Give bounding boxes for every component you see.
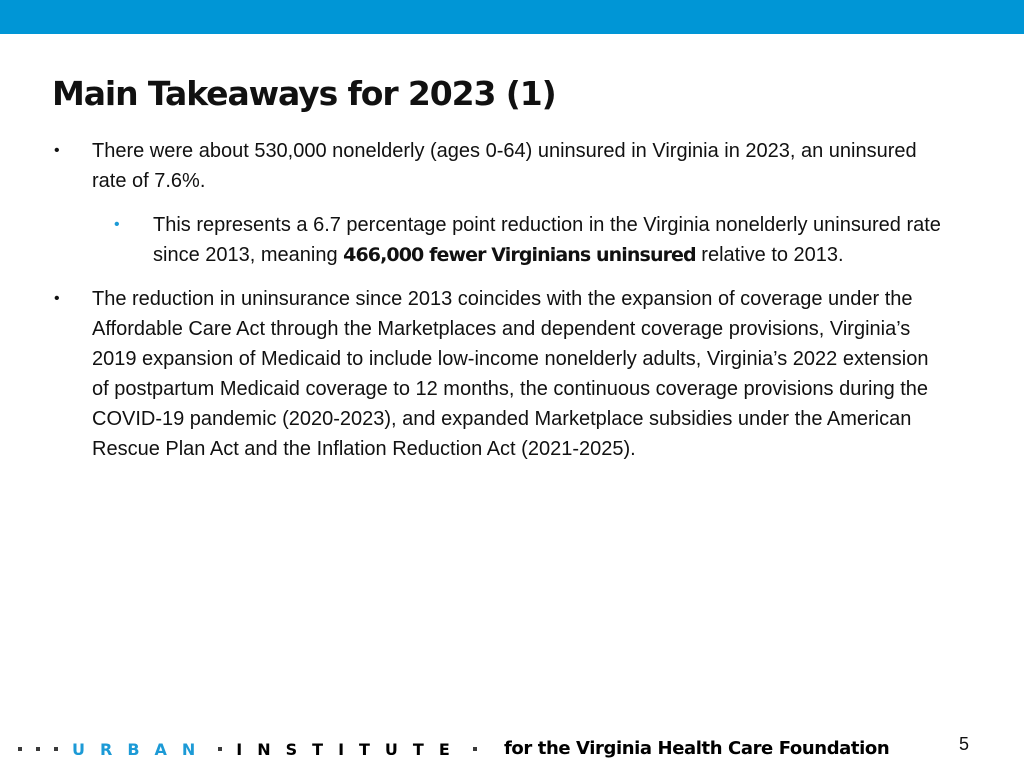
bullet-uninsured-count — [52, 136, 942, 196]
bullet-text: There were about 530,000 nonelderly (ages 0-64) uninsured in Virginia in 2023, an uninsured rate of 7.6%. — [92, 140, 917, 192]
logo-institute-text: INSTITUTE — [236, 739, 465, 759]
urban-institute-logo — [18, 737, 491, 761]
bullet-text: The reduction in uninsurance since 2013 coincides with the expansion of coverage under the Affordable Care Act through the Marketplaces and dependent coverage provisions, Virginia’s 2019 expansion of Medicaid to include low-income nonelderly adults, Virginia’s 2022 extension of postpartum Medicaid coverage to 12 months, the continuous coverage provisions during the COVID-19 pandemic (2020-2023), and expanded Marketplace subsidies under the American Rescue Plan Act and the Inflation Reduction Act (2021-2025). — [92, 288, 929, 460]
logo-dot — [218, 747, 222, 751]
sub-bullet-text-before: This represents a 6.7 percentage point reduction in the Virginia nonelderly uninsured rate since 2013, meaning — [153, 214, 941, 266]
sub-bullet-text-after: relative to 2013. — [695, 244, 844, 266]
takeaways-list — [52, 136, 942, 478]
fewer-uninsured-highlight: 466,000 fewer Virginians uninsured — [343, 244, 696, 266]
footer-attribution: for the Virginia Health Care Foundation — [504, 738, 890, 759]
logo-urban-text: URBAN — [72, 739, 211, 759]
sub-bullet-reduction — [52, 210, 942, 270]
bullet-marker: • — [54, 142, 60, 159]
page-number: 5 — [959, 734, 970, 754]
slide-title: Main Takeaways for 2023 (1) — [52, 74, 556, 113]
header-bar — [0, 0, 1024, 34]
logo-dot — [473, 747, 477, 751]
logo-dot — [18, 747, 22, 751]
logo-dot — [36, 747, 40, 751]
bullet-marker: • — [54, 290, 60, 307]
bullet-coverage-expansions — [52, 284, 942, 464]
sub-bullet-marker: • — [114, 216, 120, 233]
logo-dot — [54, 747, 58, 751]
